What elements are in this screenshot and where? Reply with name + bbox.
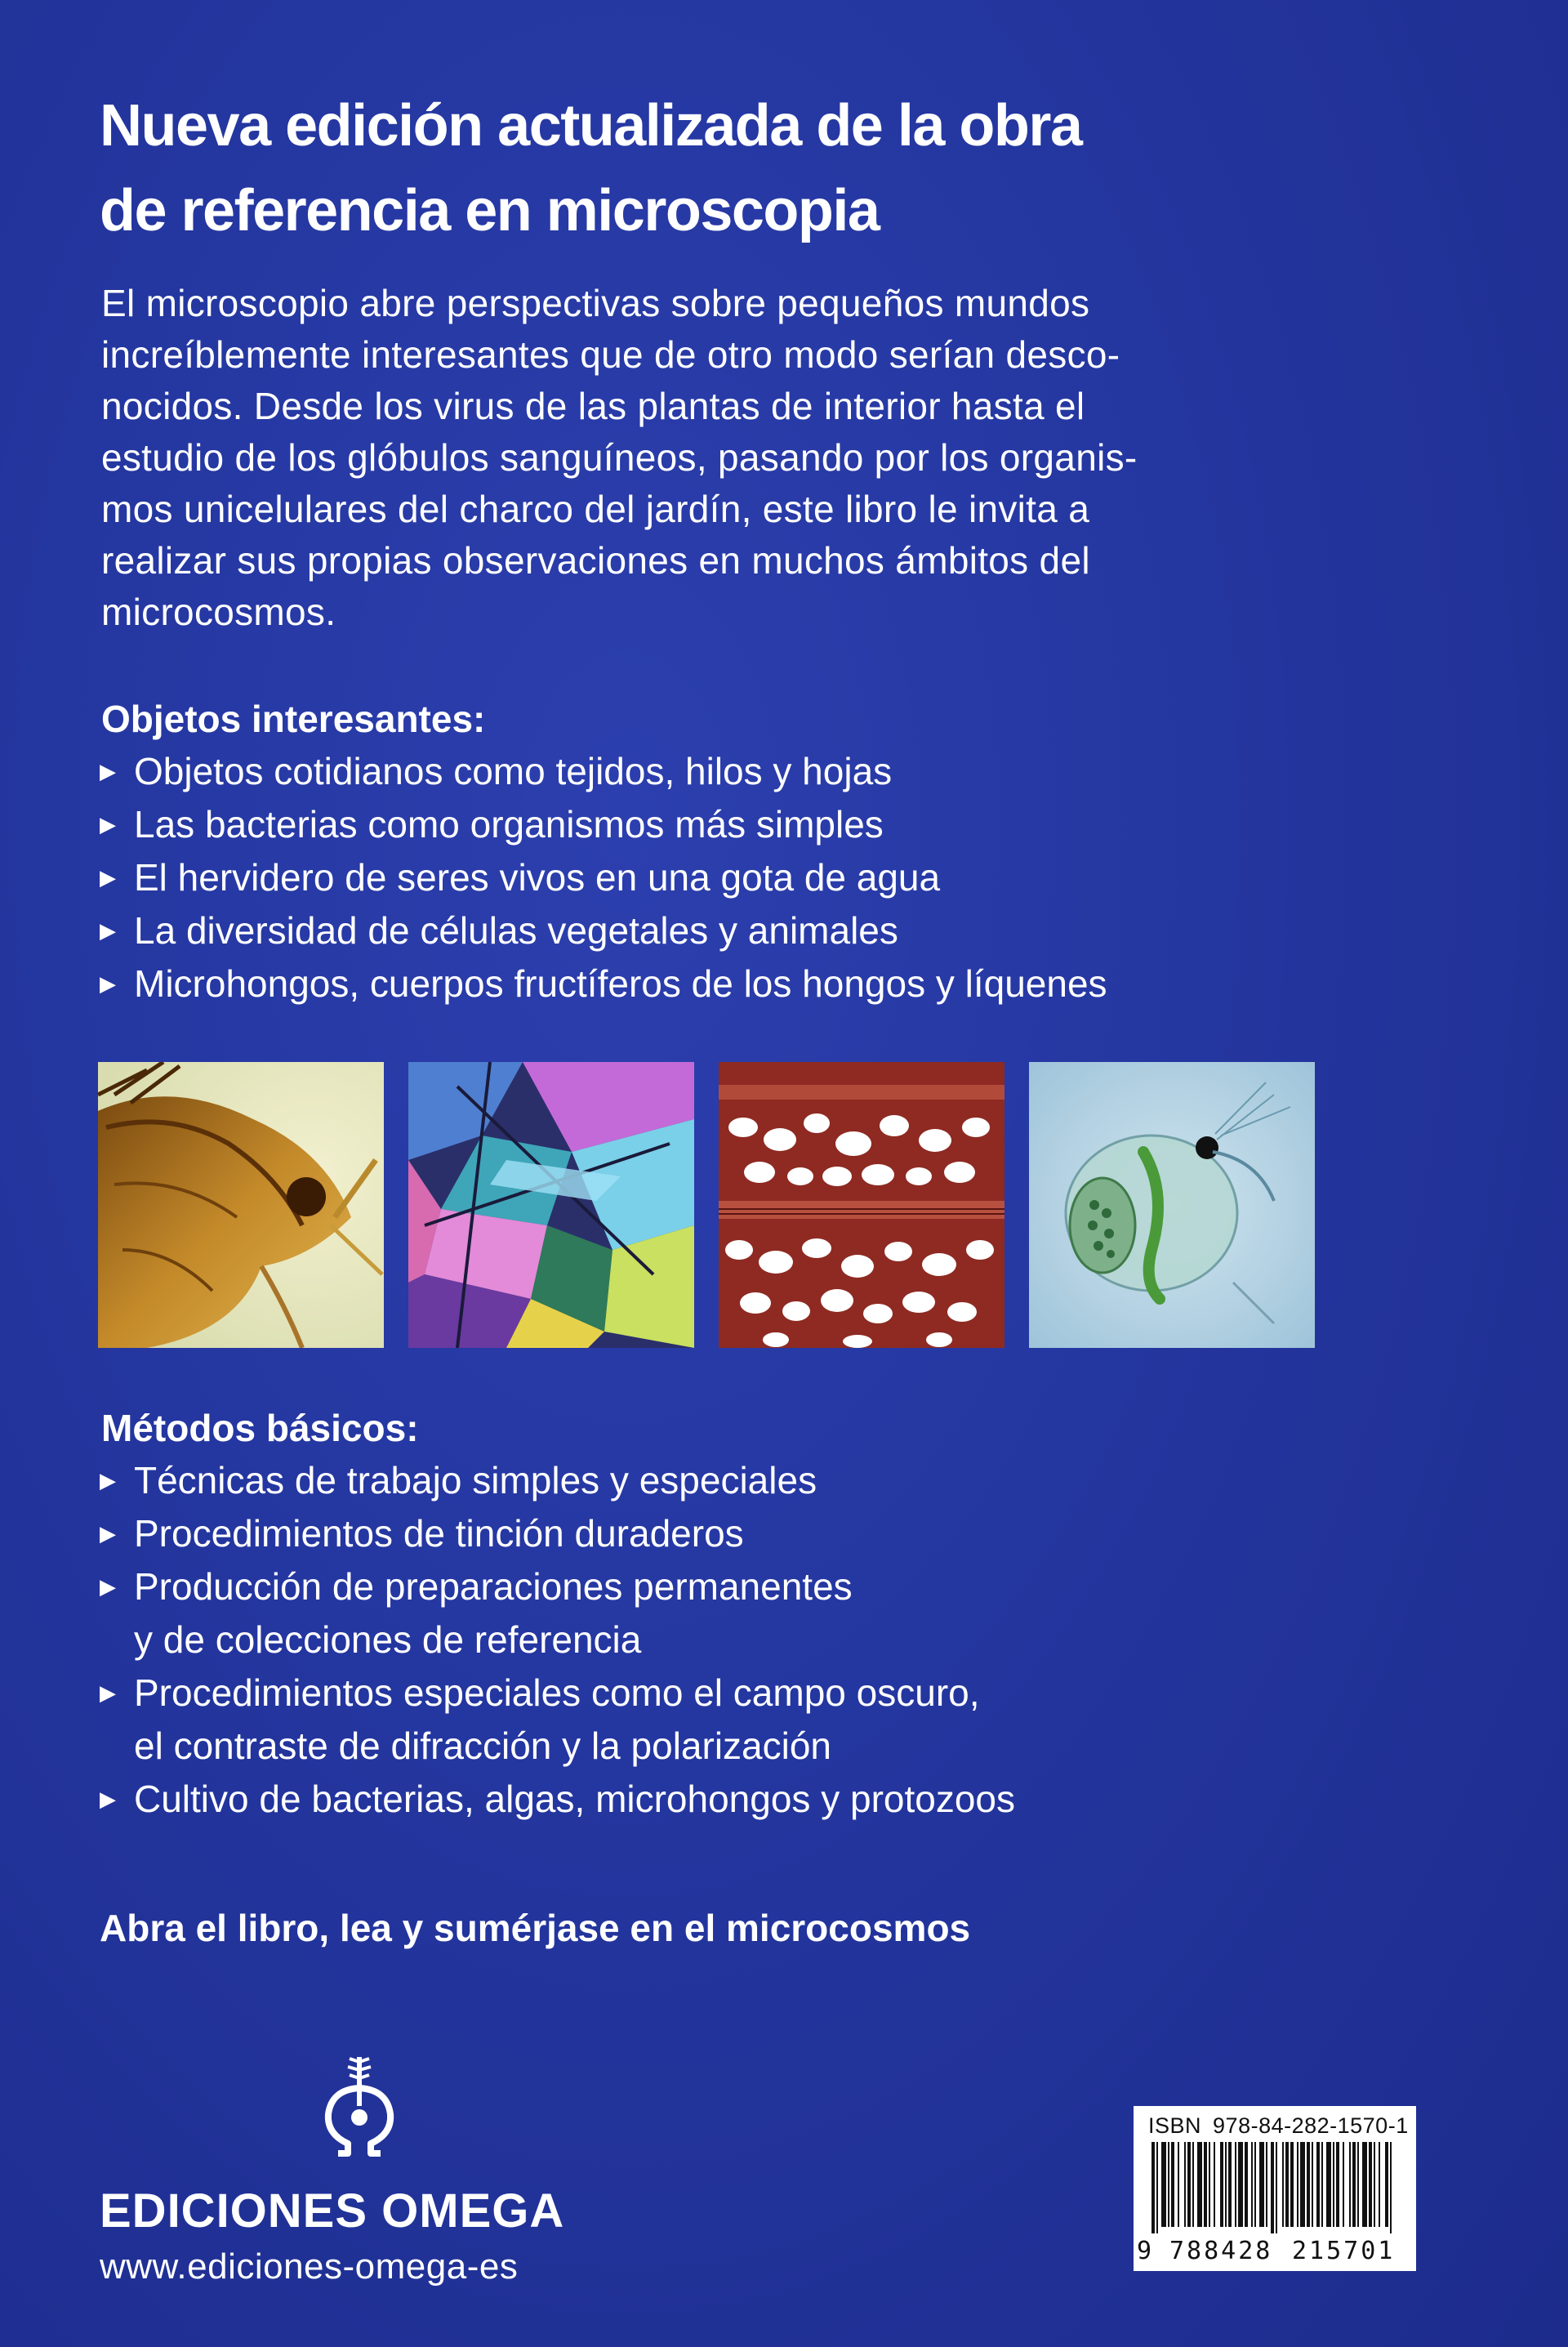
objects-list <box>96 745 1107 1011</box>
list-item-text: Las bacterias como organismos más simples <box>134 803 884 846</box>
objects-section-title: Objetos interesantes: <box>101 698 486 740</box>
headline <box>100 83 1325 253</box>
publisher-website: www.ediciones-omega-es <box>100 2247 519 2287</box>
intro-line: nocidos. Desde los virus de las plantas de interior hasta el <box>101 385 1085 427</box>
isbn-line <box>1148 2111 1409 2140</box>
list-item-text: Microhongos, cuerpos fructíferos de los hongos y líquenes <box>134 962 1107 1005</box>
intro-paragraph <box>101 278 1245 638</box>
barcode-bar <box>1352 2142 1356 2227</box>
barcode-bar <box>1271 2142 1274 2233</box>
barcode-bar <box>1192 2142 1194 2227</box>
barcode-bar <box>1204 2142 1207 2227</box>
barcode-bar <box>1362 2142 1367 2227</box>
barcode-bars <box>1148 2142 1401 2233</box>
intro-line: estudio de los glóbulos sanguíneos, pasando por los organis- <box>101 436 1138 479</box>
methods-list <box>96 1454 1015 1826</box>
barcode-bar <box>1385 2142 1388 2227</box>
barcode-bar <box>1343 2142 1344 2227</box>
barcode-bar <box>1254 2142 1256 2227</box>
triangle-right-icon: ▶ <box>100 1680 116 1705</box>
barcode-bar <box>1307 2142 1310 2227</box>
barcode-bar <box>1152 2142 1155 2233</box>
barcode-bar <box>1228 2142 1232 2227</box>
barcode-bar <box>1220 2142 1223 2227</box>
triangle-right-icon: ▶ <box>100 1787 116 1811</box>
list-item-text: Procedimientos especiales como el campo oscuro, <box>134 1671 980 1714</box>
barcode-bar <box>1214 2142 1215 2227</box>
barcode-bar <box>1245 2142 1248 2227</box>
barcode-bar <box>1168 2142 1169 2227</box>
micrograph-plant-tissue <box>719 1062 1004 1348</box>
list-item <box>96 904 1107 957</box>
barcode-bar <box>1316 2142 1320 2227</box>
barcode-lead-digit: 9 <box>1137 2237 1152 2265</box>
headline-line-1: Nueva edición actualizada de la obra <box>100 93 1082 158</box>
barcode-bar <box>1390 2142 1392 2233</box>
methods-section-title: Métodos básicos: <box>101 1407 419 1449</box>
triangle-right-icon: ▶ <box>100 971 116 996</box>
list-item <box>96 1560 1015 1667</box>
barcode-bar <box>1187 2142 1191 2227</box>
isbn-label: ISBN <box>1148 2113 1202 2138</box>
list-item-text: Técnicas de trabajo simples y especiales <box>134 1459 817 1501</box>
list-item <box>96 1454 1015 1507</box>
barcode-group-2: 215701 <box>1292 2237 1396 2265</box>
barcode-bar <box>1209 2142 1210 2227</box>
intro-line: realizar sus propias observaciones en muchos ámbitos del <box>101 539 1090 582</box>
isbn-barcode <box>1134 2106 1416 2271</box>
intro-line: El microscopio abre perspectivas sobre pequeños mundos <box>101 282 1090 324</box>
micrograph-strip <box>98 1062 1315 1348</box>
intro-line: mos unicelulares del charco del jardín, este libro le invita a <box>101 488 1090 530</box>
barcode-bar <box>1238 2142 1243 2227</box>
list-item <box>96 745 1107 798</box>
barcode-bar <box>1197 2142 1202 2227</box>
intro-line: increíblemente interesantes que de otro modo serían desco- <box>101 333 1120 376</box>
list-item <box>96 957 1107 1011</box>
barcode-bar <box>1297 2142 1298 2227</box>
barcode-bar <box>1312 2142 1313 2227</box>
barcode-bar <box>1171 2142 1174 2227</box>
barcode-bar <box>1276 2142 1277 2233</box>
publisher-name: EDICIONES OMEGA <box>100 2184 565 2238</box>
list-item-text: El hervidero de seres vivos en una gota de agua <box>134 856 941 899</box>
barcode-bar <box>1259 2142 1264 2227</box>
list-item-text: Cultivo de bacterias, algas, microhongos y protozoos <box>134 1778 1016 1820</box>
list-item-text: La diversidad de células vegetales y animales <box>134 909 898 952</box>
micrograph-insect-head <box>98 1062 384 1348</box>
triangle-right-icon: ▶ <box>100 1521 116 1546</box>
barcode-bar <box>1300 2142 1305 2227</box>
list-item <box>96 1667 1015 1773</box>
list-item <box>96 798 1107 851</box>
barcode-bar <box>1161 2142 1166 2227</box>
barcode-bar <box>1379 2142 1380 2227</box>
barcode-bar <box>1225 2142 1227 2227</box>
barcode-bar <box>1285 2142 1289 2227</box>
list-item <box>96 1507 1015 1560</box>
list-item-text: Procedimientos de tinción duraderos <box>134 1512 744 1555</box>
barcode-bar <box>1282 2142 1284 2227</box>
micrograph-water-flea <box>1029 1062 1315 1348</box>
barcode-bar <box>1357 2142 1359 2227</box>
micrograph-polarized-crystals <box>408 1062 694 1348</box>
list-item <box>96 1773 1015 1826</box>
barcode-bar <box>1235 2142 1236 2227</box>
barcode-group-1: 788428 <box>1169 2237 1273 2265</box>
triangle-right-icon: ▶ <box>100 1468 116 1493</box>
headline-line-2: de referencia en microscopia <box>100 178 880 243</box>
barcode-bar <box>1178 2142 1179 2227</box>
triangle-right-icon: ▶ <box>100 865 116 890</box>
barcode-bar <box>1266 2142 1267 2227</box>
barcode-bar <box>1184 2142 1186 2227</box>
barcode-bar <box>1156 2142 1158 2233</box>
barcode-bar <box>1251 2142 1253 2227</box>
omega-logo-icon <box>320 2057 399 2163</box>
tagline: Abra el libro, lea y sumérjase en el microcosmos <box>100 1907 971 1949</box>
list-item-text: Producción de preparaciones permanentes <box>134 1565 853 1608</box>
barcode-bar <box>1326 2142 1331 2227</box>
triangle-right-icon: ▶ <box>100 1574 116 1599</box>
list-item-text: Objetos cotidianos como tejidos, hilos y hojas <box>134 750 893 792</box>
triangle-right-icon: ▶ <box>100 918 116 943</box>
list-item-text-continued: el contraste de difracción y la polarización <box>134 1725 832 1767</box>
barcode-bar <box>1321 2142 1323 2227</box>
barcode-bar <box>1369 2142 1372 2227</box>
barcode-bar <box>1336 2142 1339 2227</box>
barcode-bar <box>1349 2142 1351 2227</box>
barcode-bar <box>1333 2142 1334 2227</box>
list-item <box>96 851 1107 904</box>
triangle-right-icon: ▶ <box>100 759 116 783</box>
triangle-right-icon: ▶ <box>100 812 116 837</box>
isbn-number: 978-84-282-1570-1 <box>1213 2113 1409 2138</box>
intro-line: microcosmos. <box>101 591 336 633</box>
list-item-text-continued: y de colecciones de referencia <box>134 1618 642 1661</box>
barcode-bar <box>1290 2142 1294 2227</box>
barcode-bar <box>1374 2142 1375 2227</box>
